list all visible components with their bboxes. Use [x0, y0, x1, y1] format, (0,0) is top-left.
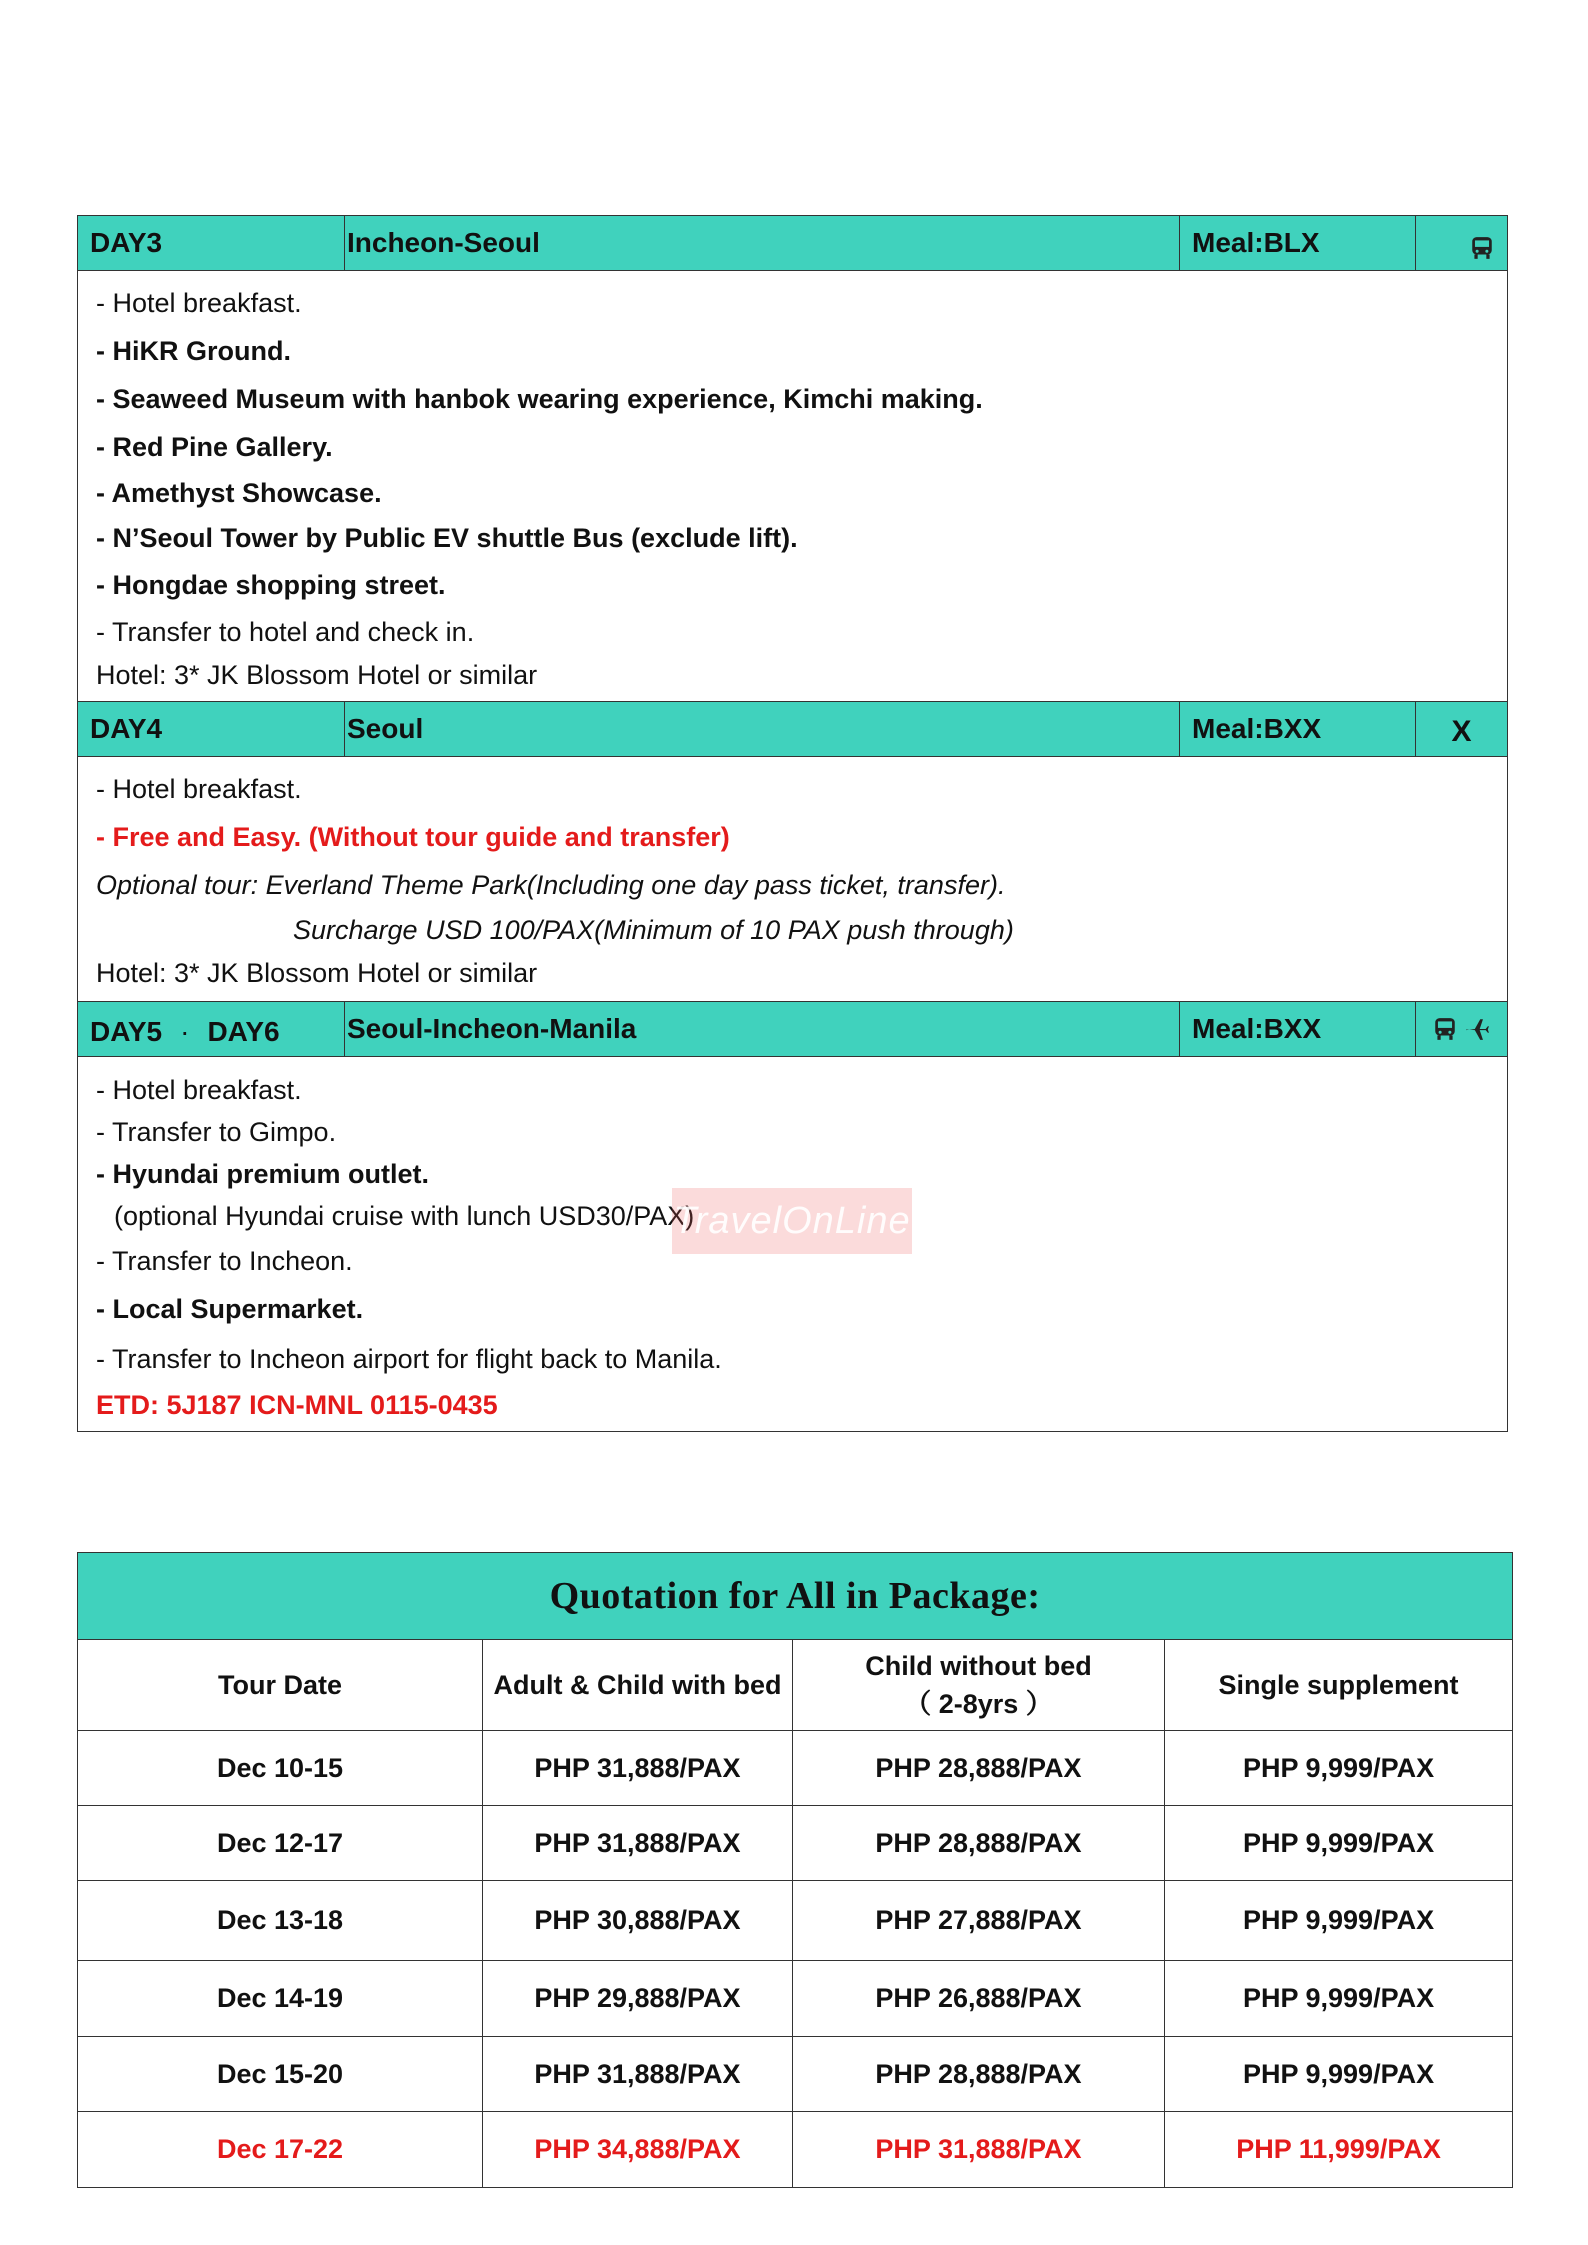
itinerary-item: - Amethyst Showcase.: [96, 478, 382, 508]
day-header: [78, 701, 1507, 757]
table-row: [78, 1961, 1513, 2037]
day-route: Incheon-Seoul: [345, 216, 1180, 270]
day-meal: Meal:BXX: [1180, 702, 1416, 756]
surcharge-note: Surcharge USD 100/PAX(Minimum of 10 PAX push through): [293, 915, 1014, 945]
travelonline-watermark: TravelOnLine: [672, 1188, 912, 1254]
single-supplement: PHP 9,999/PAX: [1165, 1806, 1513, 1881]
adult-price: PHP 30,888/PAX: [483, 1881, 793, 1961]
adult-price: PHP 34,888/PAX: [483, 2112, 793, 2188]
day-header: [78, 1001, 1507, 1057]
itinerary-item: - HiKR Ground.: [96, 336, 291, 366]
child-price: PHP 28,888/PAX: [793, 2037, 1165, 2112]
day-block-day3: [77, 215, 1508, 701]
table-row: [78, 2037, 1513, 2112]
bus-icon: [1416, 216, 1507, 270]
tour-date: Dec 14-19: [78, 1961, 483, 2037]
x-mark-icon: X: [1451, 715, 1472, 748]
single-supplement: PHP 9,999/PAX: [1165, 1881, 1513, 1961]
child-price: PHP 26,888/PAX: [793, 1961, 1165, 2037]
table-row: [78, 1806, 1513, 1881]
col-header-child: Child without bed （ 2-8yrs ）: [793, 1640, 1165, 1731]
single-supplement: PHP 9,999/PAX: [1165, 1731, 1513, 1806]
day-label-end: DAY6: [207, 1016, 280, 1047]
hotel-line: Hotel: 3* JK Blossom Hotel or similar: [96, 958, 538, 988]
single-supplement: PHP 11,999/PAX: [1165, 2112, 1513, 2188]
day-label: DAY4: [78, 702, 345, 756]
single-supplement: PHP 9,999/PAX: [1165, 1961, 1513, 2037]
single-supplement: PHP 9,999/PAX: [1165, 2037, 1513, 2112]
tour-date: Dec 13-18: [78, 1881, 483, 1961]
child-price: PHP 27,888/PAX: [793, 1881, 1165, 1961]
day-meal: Meal:BLX: [1180, 216, 1416, 270]
adult-price: PHP 31,888/PAX: [483, 1806, 793, 1881]
day-body: [78, 271, 1507, 701]
tour-date: Dec 17-22: [78, 2112, 483, 2188]
no-transport-mark: [1416, 702, 1507, 756]
itinerary-item: - Hyundai premium outlet.: [96, 1159, 430, 1189]
itinerary-item: - N’Seoul Tower by Public EV shuttle Bus (exclude lift).: [96, 523, 798, 553]
flight-etd: ETD: 5J187 ICN-MNL 0115-0435: [96, 1390, 498, 1420]
child-price: PHP 28,888/PAX: [793, 1731, 1165, 1806]
table-row: [78, 1731, 1513, 1806]
quotation-header-row: [78, 1640, 1513, 1731]
itinerary-item: - Free and Easy. (Without tour guide and transfer): [96, 822, 730, 852]
table-row: [78, 1881, 1513, 1961]
col-header-tour-date: Tour Date: [78, 1640, 483, 1731]
day-label: [78, 1002, 345, 1056]
day-label-start: DAY5: [90, 1016, 163, 1047]
adult-price: PHP 31,888/PAX: [483, 2037, 793, 2112]
itinerary-item: - Hotel breakfast.: [96, 774, 302, 804]
day-header: [78, 215, 1507, 271]
col-header-single: Single supplement: [1165, 1640, 1513, 1731]
child-price: PHP 31,888/PAX: [793, 2112, 1165, 2188]
col-header-adult: Adult & Child with bed: [483, 1640, 793, 1731]
quotation-title: Quotation for All in Package:: [78, 1553, 1513, 1640]
tour-date: Dec 10-15: [78, 1731, 483, 1806]
bus-plane-icon: [1416, 1002, 1507, 1056]
itinerary-item: - Hongdae shopping street.: [96, 570, 446, 600]
itinerary-item: - Transfer to hotel and check in.: [96, 617, 475, 647]
itinerary-item: - Red Pine Gallery.: [96, 432, 333, 462]
tour-date: Dec 12-17: [78, 1806, 483, 1881]
table-row-highlighted: [78, 2112, 1513, 2188]
hotel-line: Hotel: 3* JK Blossom Hotel or similar: [96, 660, 538, 690]
itinerary-item: - Hotel breakfast.: [96, 1075, 302, 1105]
quotation-table: [77, 1552, 1513, 2188]
day-body: [78, 757, 1507, 1001]
day-separator-dot: ·: [180, 1016, 190, 1047]
itinerary-item: - Local Supermarket.: [96, 1294, 364, 1324]
quotation-rows: [78, 1731, 1513, 2188]
adult-price: PHP 29,888/PAX: [483, 1961, 793, 2037]
child-price: PHP 28,888/PAX: [793, 1806, 1165, 1881]
itinerary-item: - Seaweed Museum with hanbok wearing experience, Kimchi making.: [96, 384, 983, 414]
itinerary-item: - Transfer to Incheon.: [96, 1246, 353, 1276]
day-route: Seoul-Incheon-Manila: [345, 1002, 1180, 1056]
itinerary-item: - Transfer to Incheon airport for flight back to Manila.: [96, 1344, 722, 1374]
day-meal: Meal:BXX: [1180, 1002, 1416, 1056]
adult-price: PHP 31,888/PAX: [483, 1731, 793, 1806]
tour-date: Dec 15-20: [78, 2037, 483, 2112]
itinerary-item: - Hotel breakfast.: [96, 288, 302, 318]
day-route: Seoul: [345, 702, 1180, 756]
day-label: DAY3: [78, 216, 345, 270]
day-block-day4: [77, 701, 1508, 1001]
itinerary-item: - Transfer to Gimpo.: [96, 1117, 337, 1147]
optional-cruise-note: (optional Hyundai cruise with lunch USD30/PAX): [114, 1201, 695, 1231]
optional-tour: Optional tour: Everland Theme Park(Including one day pass ticket, transfer).: [96, 870, 1006, 900]
